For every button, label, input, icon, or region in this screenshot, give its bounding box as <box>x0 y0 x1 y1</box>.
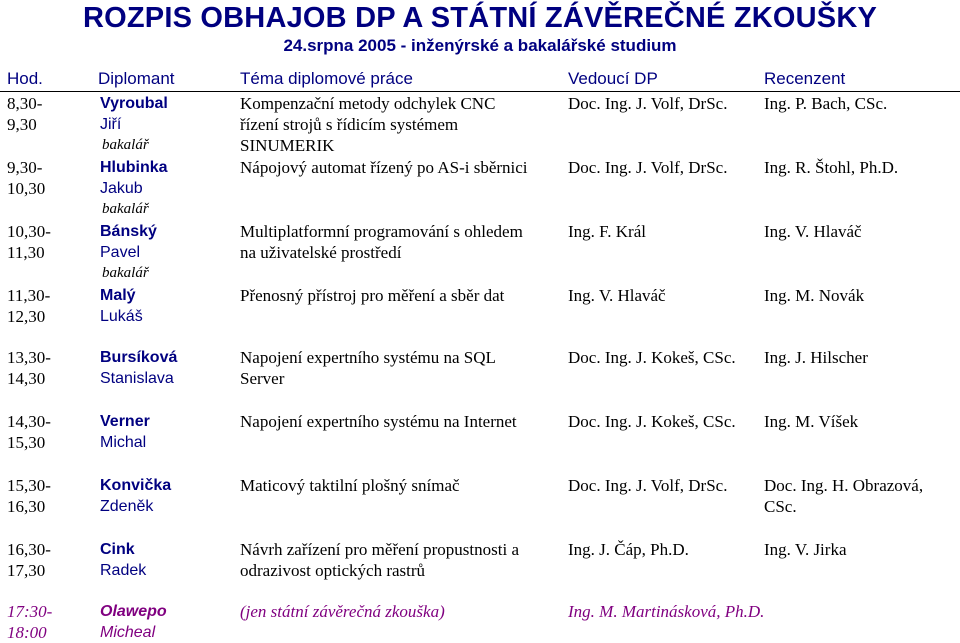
supervisor-line: Doc. Ing. J. Volf, DrSc. <box>568 158 728 177</box>
student-cell <box>100 411 150 453</box>
reviewer <box>764 347 868 368</box>
student-surname: Cink <box>100 541 135 558</box>
student-cell <box>100 601 167 643</box>
time-slot-line: 10,30 <box>7 179 46 198</box>
thesis-topic <box>240 411 517 432</box>
thesis-topic <box>240 221 523 263</box>
student-surname: Olawepo <box>100 603 167 620</box>
study-level: bakalář <box>102 137 149 153</box>
thesis-topic-line: Návrh zařízení pro měření propustnosti a <box>240 540 519 559</box>
time-slot-line: 11,30 <box>7 243 45 262</box>
student-cell <box>100 539 146 581</box>
student-firstname: Michal <box>100 434 147 451</box>
supervisor-line: Doc. Ing. J. Volf, DrSc. <box>568 94 728 113</box>
supervisor-line: Doc. Ing. J. Kokeš, CSc. <box>568 412 736 431</box>
reviewer-line: Ing. V. Hlaváč <box>764 222 862 241</box>
thesis-topic-line: řízení strojů s řídicím systémem <box>240 115 459 134</box>
thesis-topic-line: SINUMERIK <box>240 136 335 155</box>
time-slot <box>7 93 42 135</box>
reviewer <box>764 221 862 242</box>
supervisor-line: Ing. V. Hlaváč <box>568 286 666 305</box>
supervisor <box>568 157 727 178</box>
thesis-topic-line: (jen státní závěrečná zkouška) <box>240 602 445 621</box>
reviewer <box>764 475 923 517</box>
student-firstname: Micheal <box>100 624 156 641</box>
supervisor-line: Doc. Ing. J. Kokeš, CSc. <box>568 348 736 367</box>
thesis-topic <box>240 539 519 581</box>
time-slot <box>7 347 51 389</box>
time-slot-line: 8,30- <box>7 94 43 113</box>
thesis-topic-line: Napojení expertního systému na Internet <box>240 412 517 431</box>
supervisor-line: Ing. F. Král <box>568 222 646 241</box>
time-slot-line: 9,30 <box>7 115 37 134</box>
thesis-topic <box>240 157 528 178</box>
time-slot <box>7 157 45 199</box>
reviewer-line: Ing. V. Jirka <box>764 540 847 559</box>
supervisor <box>568 601 764 622</box>
supervisor <box>568 539 689 560</box>
student-surname: Bánský <box>100 223 157 240</box>
supervisor-line: Doc. Ing. J. Volf, DrSc. <box>568 476 728 495</box>
thesis-topic-line: odrazivost optických rastrů <box>240 561 426 580</box>
reviewer-line: Ing. M. Novák <box>764 286 865 305</box>
thesis-topic-line: Kompenzační metody odchylek CNC <box>240 94 496 113</box>
reviewer <box>764 93 887 114</box>
student-cell <box>100 93 168 156</box>
student-firstname: Lukáš <box>100 308 143 325</box>
thesis-topic <box>240 347 496 389</box>
supervisor <box>568 221 646 242</box>
thesis-topic <box>240 93 495 156</box>
supervisor <box>568 475 727 496</box>
time-slot <box>7 539 51 581</box>
time-slot <box>7 285 50 327</box>
column-header-supervisor: Vedoucí DP <box>568 69 658 88</box>
time-slot-line: 15,30 <box>7 433 46 452</box>
time-slot-line: 12,30 <box>7 307 46 326</box>
time-slot <box>7 475 51 517</box>
column-header-reviewer: Recenzent <box>764 69 846 88</box>
student-firstname: Zdeněk <box>100 498 154 515</box>
thesis-topic-line: Napojení expertního systému na SQL <box>240 348 496 367</box>
time-slot-line: 17:30- <box>7 602 53 621</box>
student-firstname: Jakub <box>100 180 143 197</box>
reviewer <box>764 157 898 178</box>
page-subtitle: 24.srpna 2005 - inženýrské a bakalářské studium <box>283 36 677 55</box>
student-firstname: Stanislava <box>100 370 174 387</box>
time-slot-line: 13,30- <box>7 348 51 367</box>
table-header <box>0 67 960 92</box>
student-cell <box>100 157 168 220</box>
student-surname: Vyroubal <box>100 95 168 112</box>
student-surname: Konvička <box>100 477 172 494</box>
student-surname: Hlubinka <box>100 159 168 176</box>
reviewer-line: Ing. R. Štohl, Ph.D. <box>764 158 899 177</box>
supervisor <box>568 93 727 114</box>
supervisor-line: Ing. J. Čáp, Ph.D. <box>568 540 689 559</box>
student-firstname: Jiří <box>100 116 122 133</box>
time-slot-line: 17,30 <box>7 561 46 580</box>
student-cell <box>100 285 143 327</box>
student-cell <box>100 347 177 389</box>
reviewer <box>764 539 847 560</box>
time-slot-line: 15,30- <box>7 476 51 495</box>
time-slot <box>7 601 52 643</box>
thesis-topic-line: Maticový taktilní plošný snímač <box>240 476 460 495</box>
time-slot-line: 18:00 <box>7 623 47 642</box>
supervisor-line: Ing. M. Martinásková, Ph.D. <box>568 602 765 621</box>
student-surname: Bursíková <box>100 349 178 366</box>
reviewer-line: CSc. <box>764 497 797 516</box>
time-slot-line: 11,30- <box>7 286 51 305</box>
time-slot-line: 16,30- <box>7 540 51 559</box>
thesis-topic-line: Nápojový automat řízený po AS-i sběrnici <box>240 158 528 177</box>
reviewer <box>764 411 858 432</box>
reviewer-line: Ing. M. Víšek <box>764 412 859 431</box>
supervisor <box>568 411 736 432</box>
student-surname: Malý <box>100 287 136 304</box>
student-surname: Verner <box>100 413 150 430</box>
thesis-topic <box>240 475 460 496</box>
thesis-topic-line: Multiplatformní programování s ohledem <box>240 222 523 241</box>
time-slot-line: 14,30 <box>7 369 46 388</box>
reviewer-line: Doc. Ing. H. Obrazová, <box>764 476 924 495</box>
thesis-topic-line: Přenosný přístroj pro měření a sběr dat <box>240 286 505 305</box>
time-slot <box>7 411 51 453</box>
student-cell <box>100 221 157 284</box>
reviewer-line: Ing. P. Bach, CSc. <box>764 94 888 113</box>
page-title: ROZPIS OBHAJOB DP A STÁTNÍ ZÁVĚREČNÉ ZKOUŠKY <box>82 2 878 34</box>
column-header-topic: Téma diplomové práce <box>240 69 413 88</box>
study-level: bakalář <box>102 201 149 217</box>
time-slot <box>7 221 51 263</box>
supervisor <box>568 285 666 306</box>
thesis-topic <box>240 285 504 306</box>
student-firstname: Pavel <box>100 244 141 261</box>
time-slot-line: 10,30- <box>7 222 51 241</box>
student-firstname: Radek <box>100 562 147 579</box>
reviewer <box>764 285 864 306</box>
time-slot-line: 16,30 <box>7 497 46 516</box>
column-header-student: Diplomant <box>98 69 175 88</box>
study-level: bakalář <box>102 265 149 281</box>
thesis-topic-line: na uživatelské prostředí <box>240 243 402 262</box>
time-slot-line: 9,30- <box>7 158 43 177</box>
reviewer-line: Ing. J. Hilscher <box>764 348 868 367</box>
thesis-topic <box>240 601 445 622</box>
time-slot-line: 14,30- <box>7 412 51 431</box>
thesis-topic-line: Server <box>240 369 285 388</box>
column-header-time: Hod. <box>7 69 43 88</box>
student-cell <box>100 475 171 517</box>
supervisor <box>568 347 736 368</box>
